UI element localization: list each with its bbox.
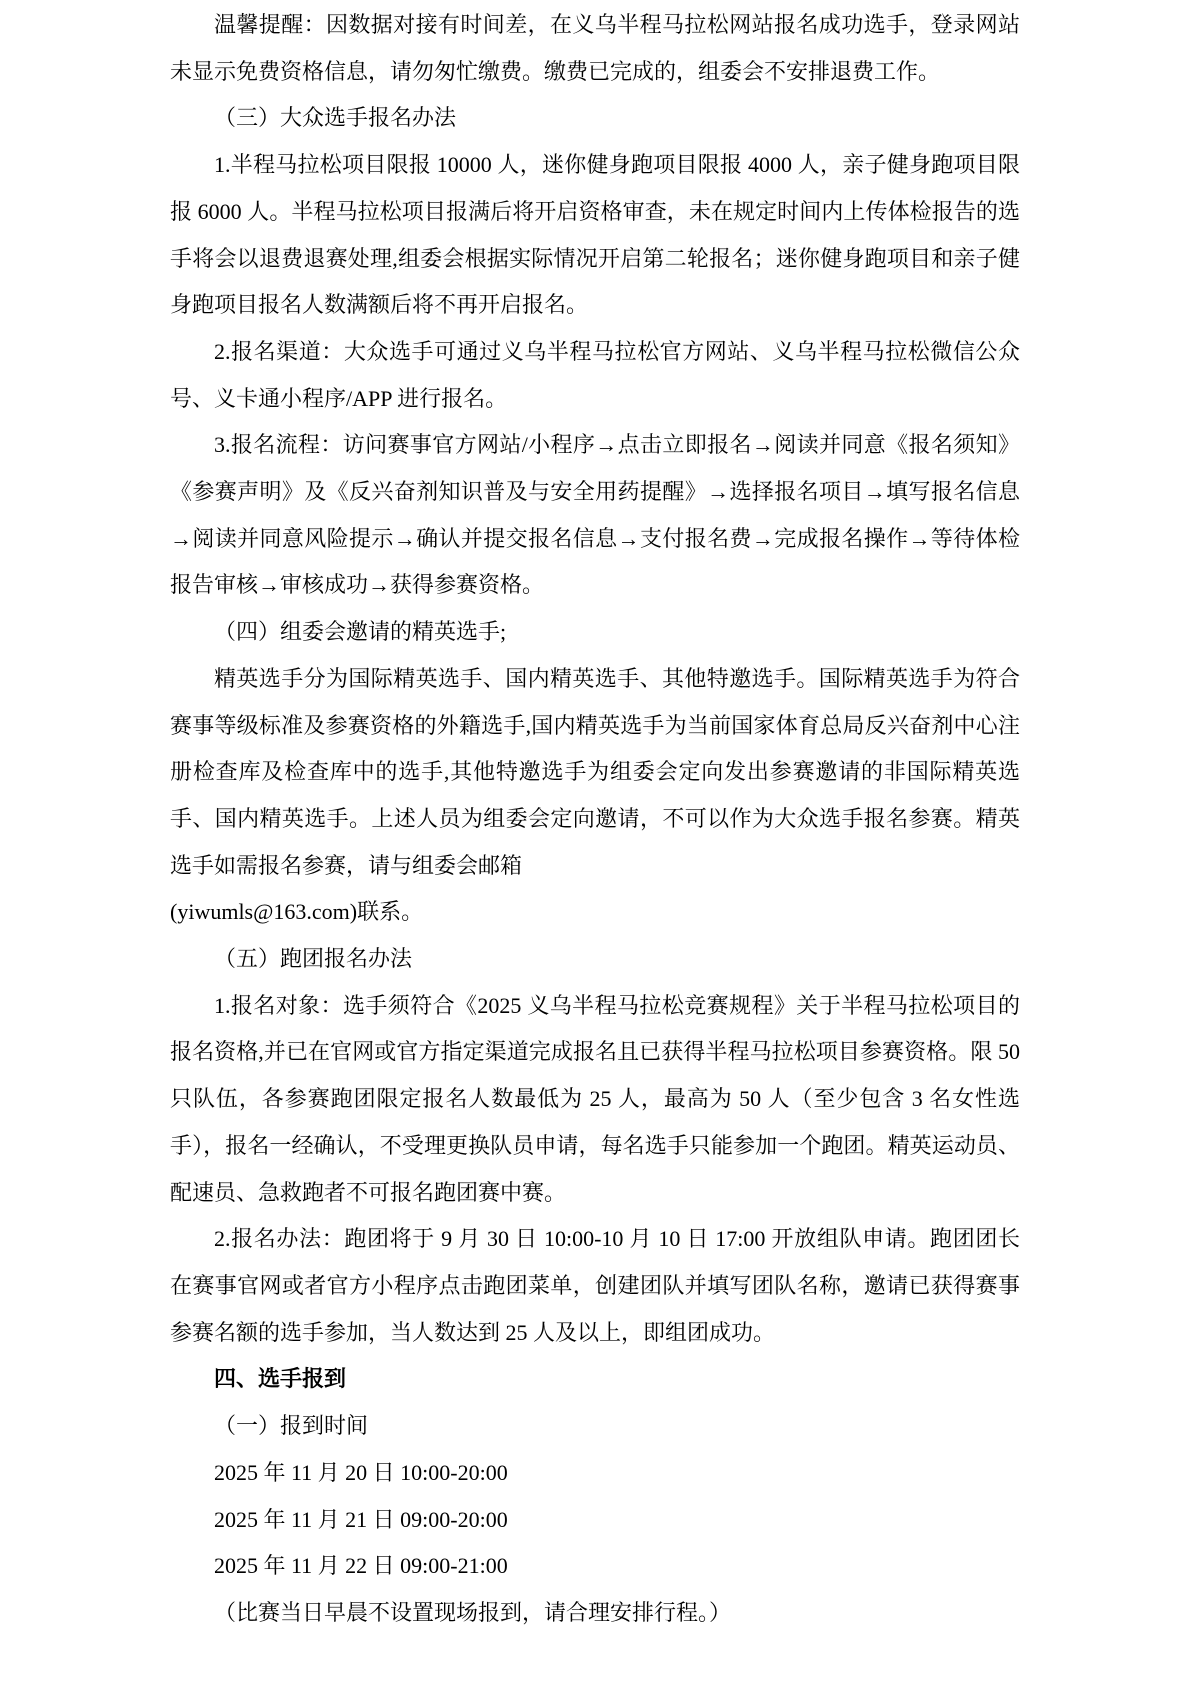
section-heading: 四、选手报到 <box>214 1366 347 1392</box>
paragraph: （比赛当日早晨不设置现场报到，请合理安排行程。） <box>214 1599 732 1625</box>
paragraph: 2.报名渠道：大众选手可通过义乌半程马拉松官方网站、义乌半程马拉松微信公众号、义卡通小程序/APP 进行报名。 <box>170 338 1020 411</box>
paragraph: 3.报名流程：访问赛事官方网站/小程序→点击立即报名→阅读并同意《报名须知》《参赛声明》及《反兴奋剂知识普及与安全用药提醒》→选择报名项目→填写报名信息→阅读并同意风险提示→确认并提交报名信息→支付报名费→完成报名操作→等待体检报告审核→审核成功→获得参赛资格。 <box>170 432 1020 598</box>
paragraph: 2025 年 11 月 20 日 10:00-20:00 <box>214 1459 508 1485</box>
paragraph: （一）报到时间 <box>214 1413 369 1439</box>
paragraph: 2025 年 11 月 21 日 09:00-20:00 <box>214 1506 508 1532</box>
paragraph: （四）组委会邀请的精英选手; <box>214 619 507 645</box>
paragraph: 1.半程马拉松项目限报 10000 人，迷你健身跑项目限报 4000 人，亲子健身跑项目限报 6000 人。半程马拉松项目报满后将开启资格审查，未在规定时间内上传体检报告的选手将会以退费退赛处理,组委会根据实际情况开启第二轮报名；迷你健身跑项目和亲子健身跑项目报名人数满额后将不再开启报名。 <box>170 152 1020 318</box>
document-body <box>170 2 1020 1637</box>
paragraph: （五）跑团报名办法 <box>214 946 413 972</box>
paragraph: 2.报名办法：跑团将于 9 月 30 日 10:00-10 月 10 日 17:00 开放组队申请。跑团团长在赛事官网或者官方小程序点击跑团菜单，创建团队并填写团队名称，邀请已获得赛事参赛名额的选手参加，当人数达到 25 人及以上，即组团成功。 <box>170 1226 1020 1345</box>
paragraph: （三）大众选手报名办法 <box>214 105 457 131</box>
paragraph: 2025 年 11 月 22 日 09:00-21:00 <box>214 1553 508 1579</box>
paragraph: 精英选手分为国际精英选手、国内精英选手、其他特邀选手。国际精英选手为符合赛事等级标准及参赛资格的外籍选手,国内精英选手为当前国家体育总局反兴奋剂中心注册检查库及检查库中的选手,其他特邀选手为组委会定向发出参赛邀请的非国际精英选手、国内精英选手。上述人员为组委会定向邀请，不可以作为大众选手报名参赛。精英选手如需报名参赛，请与组委会邮箱 <box>170 665 1020 878</box>
paragraph: 温馨提醒：因数据对接有时间差，在义乌半程马拉松网站报名成功选手，登录网站未显示免费资格信息，请勿匆忙缴费。缴费已完成的，组委会不安排退费工作。 <box>170 12 1020 84</box>
paragraph: 1.报名对象：选手须符合《2025 义乌半程马拉松竞赛规程》关于半程马拉松项目的报名资格,并已在官网或官方指定渠道完成报名且已获得半程马拉松项目参赛资格。限 50 只队伍，各参赛跑团限定报名人数最低为 25 人，最高为 50 人（至少包含 3 名女性选手），报名一经确认，不受理更换队员申请，每名选手只能参加一个跑团。精英运动员、配速员、急救跑者不可报名跑团赛中赛。 <box>170 992 1020 1205</box>
paragraph: (yiwumls@163.com)联系。 <box>170 899 424 925</box>
